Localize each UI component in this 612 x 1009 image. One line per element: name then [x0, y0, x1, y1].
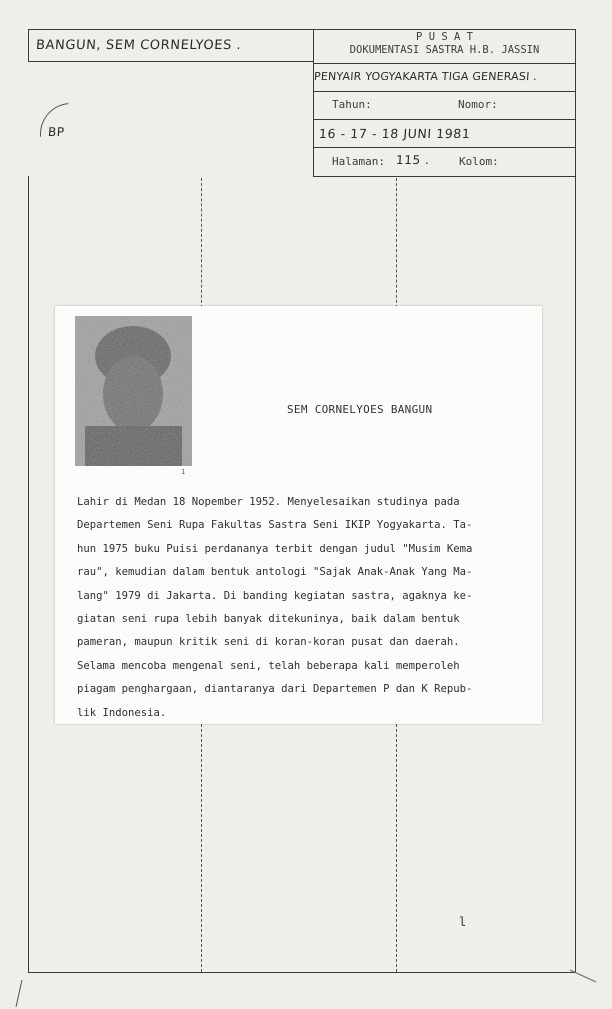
bio-line: Lahir di Medan 18 Nopember 1952. Menyelesaikan studinya pada [77, 496, 460, 508]
bio-line: rau", kemudian dalam bentuk antologi "Sajak Anak-Anak Yang Ma- [77, 566, 473, 579]
tahun-row [314, 91, 575, 119]
margin-circle [27, 90, 114, 177]
subject-name: BANGUN, SEM CORNELYOES . [35, 38, 242, 53]
bio-line: Selama mencoba mengenal seni, telah beberapa kali memperoleh [77, 659, 460, 672]
tahun-label: Tahun: [332, 98, 372, 111]
nomor-label: Nomor: [458, 98, 498, 111]
archive-info-box [313, 29, 576, 177]
column-guide-right-bottom [396, 724, 397, 972]
paper-edge-marks [0, 960, 612, 1009]
page-mark: l [459, 915, 467, 929]
bio-line: lik Indonesia. [77, 706, 167, 719]
bio-line: Departemen Seni Rupa Fakultas Sastra Seni IKIP Yogyakarta. Ta- [77, 519, 473, 532]
kolom-label: Kolom: [459, 155, 499, 168]
bio-line: giatan seni rupa lebih banyak ditekuninya, baik dalam bentuk [77, 613, 460, 626]
column-guide-left-bottom [201, 724, 202, 972]
archive-title-line2: DOKUMENTASI SASTRA H.B. JASSIN [349, 44, 540, 56]
column-guide-left-top [201, 178, 202, 308]
margin-mark: BP [47, 125, 66, 139]
bio-line: lang" 1979 di Jakarta. Di banding kegiatan sastra, agaknya ke- [77, 589, 473, 602]
halaman-value: 115 . [395, 153, 431, 167]
date-row [314, 119, 575, 147]
photo-caption: 1 [181, 468, 186, 476]
topic-row [314, 63, 575, 91]
halaman-row [314, 147, 575, 177]
portrait-photo-icon [75, 316, 192, 466]
topic-text: PENYAIR YOGYAKARTA TIGA GENERASI . [313, 70, 538, 83]
newspaper-clipping [55, 306, 542, 724]
bio-line: piagam penghargaan, diantaranya dari Departemen P dan K Repub- [77, 683, 473, 696]
bio-line: pameran, maupun kritik seni di koran-koran pusat dan daerah. [77, 636, 460, 649]
subject-name-box [28, 29, 314, 62]
archive-title-line1: P U S A T [416, 31, 473, 43]
biography-text [77, 491, 527, 725]
column-guide-right-top [396, 178, 397, 308]
clipping-title: SEM CORNELYOES BANGUN [287, 403, 433, 416]
halaman-label: Halaman: [332, 155, 385, 168]
date-text: 16 - 17 - 18 JUNI 1981 [318, 126, 471, 141]
bio-line: hun 1975 buku Puisi perdananya terbit dengan judul "Musim Kema [77, 542, 473, 555]
